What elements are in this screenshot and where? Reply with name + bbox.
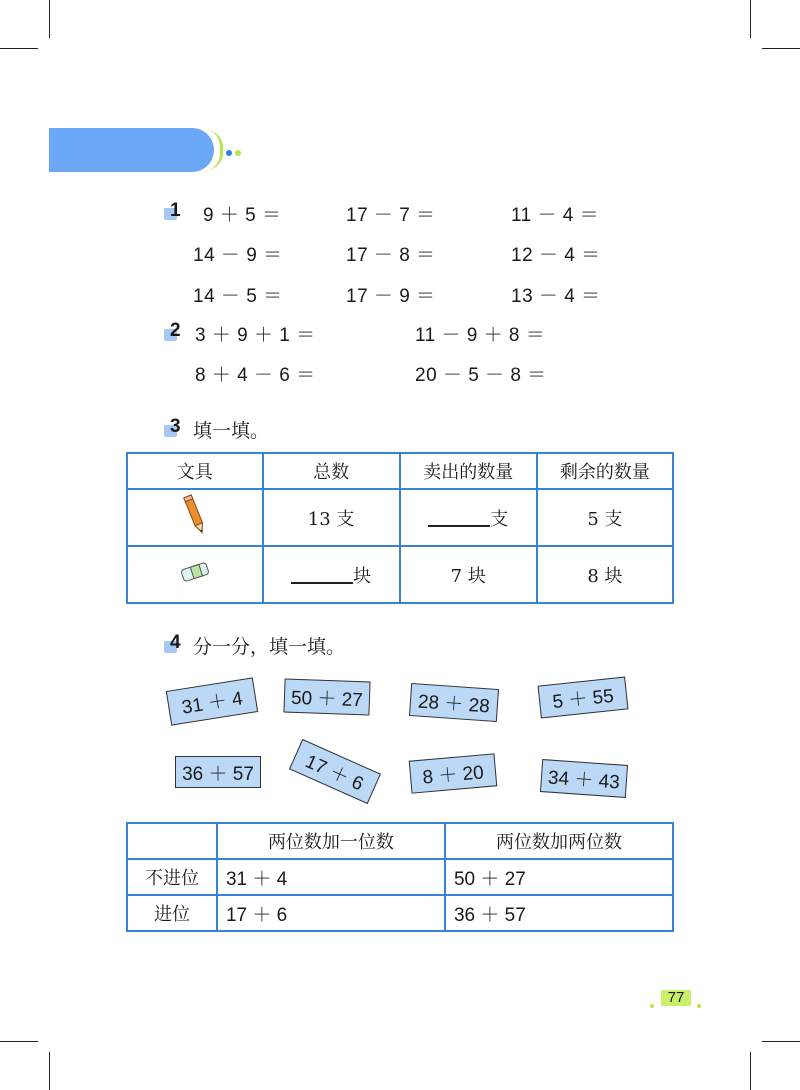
crop-mark [0, 48, 38, 49]
table-header: 两位数加两位数 [445, 823, 673, 859]
page-dot [650, 1004, 654, 1008]
equation: 12 － 4 ＝ [511, 245, 601, 266]
expression-card[interactable]: 36 ＋ 57 [175, 756, 261, 788]
equation: 14 － 9 ＝ [193, 245, 283, 266]
pencil-icon [180, 493, 210, 537]
expression-card[interactable]: 17 ＋ 6 [289, 739, 381, 804]
table-header: 卖出的数量 [400, 453, 537, 489]
crop-mark [0, 1041, 38, 1042]
equation: 17 － 7 ＝ [346, 205, 436, 226]
expression-card[interactable]: 8 ＋ 20 [409, 753, 498, 793]
equation: 17 － 8 ＝ [346, 245, 436, 266]
table-header: 两位数加一位数 [217, 823, 445, 859]
equation: 8 ＋ 4 － 6 ＝ [195, 365, 316, 386]
remain-cell: 5 支 [537, 489, 673, 546]
banner-arc [206, 130, 223, 170]
banner-dot [235, 150, 241, 156]
crop-mark [750, 0, 751, 38]
crop-mark [49, 1052, 50, 1090]
table-header: 文具 [127, 453, 263, 489]
unit-label: 支 [490, 508, 509, 530]
crop-mark [762, 1041, 800, 1042]
exercise-title: 填一填。 [193, 420, 270, 442]
eraser-cell [127, 546, 263, 603]
equation: 3 ＋ 9 ＋ 1 ＝ [195, 325, 316, 346]
expression-card[interactable]: 5 ＋ 55 [538, 676, 629, 718]
answer-cell[interactable]: 50 ＋ 27 [445, 859, 673, 895]
total-cell [263, 546, 400, 603]
crop-mark [762, 48, 800, 49]
page-dot [697, 1004, 701, 1008]
expression-card[interactable]: 34 ＋ 43 [540, 759, 628, 798]
equation: 20 － 5 － 8 ＝ [415, 365, 547, 386]
equation: 11 － 9 ＋ 8 ＝ [415, 325, 546, 346]
answer-cell[interactable]: 36 ＋ 57 [445, 895, 673, 931]
sold-cell [400, 489, 537, 546]
classification-table [126, 822, 674, 932]
eraser-icon [178, 560, 212, 584]
banner-dot [226, 150, 232, 156]
remain-cell: 8 块 [537, 546, 673, 603]
expression-card[interactable]: 28 ＋ 28 [409, 683, 499, 722]
expression-card[interactable]: 31 ＋ 4 [166, 677, 258, 725]
sold-cell: 7 块 [400, 546, 537, 603]
row-label: 进位 [127, 895, 217, 931]
pencil-cell [127, 489, 263, 546]
crop-mark [750, 1052, 751, 1090]
equation: 9 ＋ 5 ＝ [203, 205, 282, 226]
exercise-number: 3 [170, 416, 181, 437]
exercise-number: 1 [170, 200, 181, 221]
equation: 13 － 4 ＝ [511, 286, 601, 307]
answer-blank[interactable] [291, 564, 353, 584]
expression-card[interactable]: 50 ＋ 27 [283, 679, 370, 716]
crop-mark [49, 0, 50, 38]
total-cell: 13 支 [263, 489, 400, 546]
equation: 17 － 9 ＝ [346, 286, 436, 307]
exercise-title: 分一分，填一填。 [193, 636, 346, 658]
unit-label: 块 [353, 565, 372, 587]
stationery-table [126, 452, 674, 604]
exercise-number: 4 [170, 632, 181, 653]
page-number: 77 [661, 990, 691, 1006]
table-header [127, 823, 217, 859]
exercise-number: 2 [170, 320, 181, 341]
row-label: 不进位 [127, 859, 217, 895]
table-header: 剩余的数量 [537, 453, 673, 489]
equation: 14 － 5 ＝ [193, 286, 283, 307]
answer-cell[interactable]: 17 ＋ 6 [217, 895, 445, 931]
equation: 11 － 4 ＝ [511, 205, 600, 226]
answer-blank[interactable] [428, 507, 490, 527]
section-banner [49, 128, 214, 172]
answer-cell[interactable]: 31 ＋ 4 [217, 859, 445, 895]
table-header: 总数 [263, 453, 400, 489]
